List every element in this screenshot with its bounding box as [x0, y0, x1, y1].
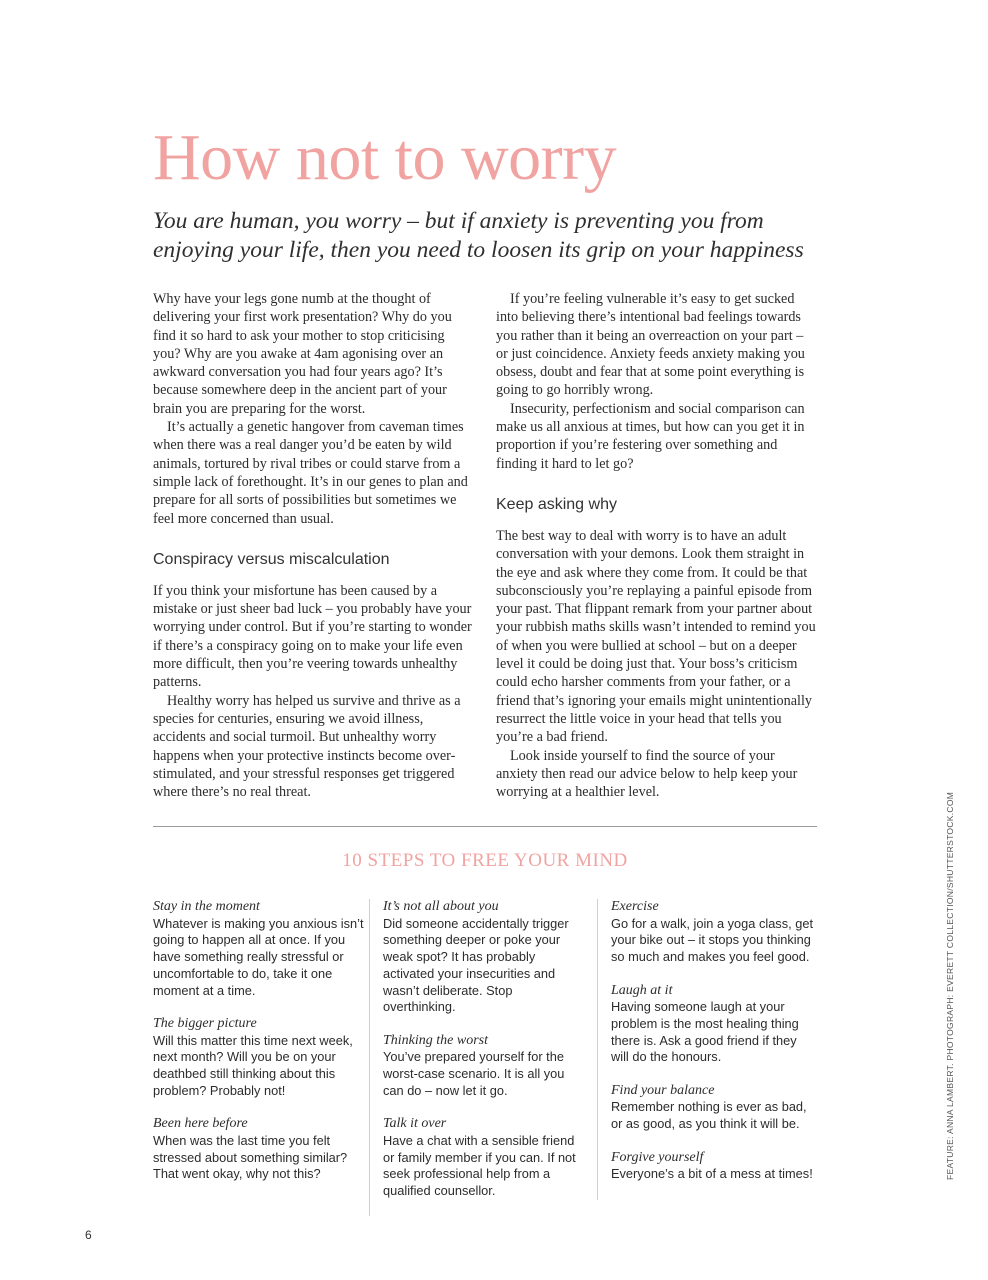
step-item [611, 1083, 816, 1133]
body-column-left [153, 290, 473, 801]
step-text: Did someone accidentally trigger something deeper or poke your weak spot? It has probably activated your insecurities and wasn’t deliberate. Stop overthinking. [383, 915, 569, 1015]
body-paragraph: Why have your legs gone numb at the thought of delivering your first work presentation? Why do you find it so hard to ask your mother to stop criticising you? Why are you awake at 4am agonising over an awkward conversation you had four years ago? It’s because somewhere deep in the ancient part of your brain you are preparing for the worst. [153, 291, 452, 417]
step-text: Remember nothing is ever as bad, or as good, as you think it will be. [611, 1099, 807, 1132]
step-item [383, 1033, 588, 1100]
body-paragraph: It’s actually a genetic hangover from caveman times when there was a real danger you’d be eaten by wild animals, tortured by rival tribes or could starve from a simple lack of forethought. It’s in our genes to plan and prepare for all sorts of possibilities but sometimes we feel more concerned than usual. [153, 419, 468, 527]
step-text: Everyone’s a bit of a mess at times! [611, 1166, 813, 1182]
body-paragraph: If you’re feeling vulnerable it’s easy to get sucked into believing there’s intentional bad feelings towards you rather than it being an overreaction on your part – or just coincidence. Anxiety feeds anxiety making you obsess, doubt and fear that at some point everything is going to go horribly wrong. [496, 291, 805, 399]
steps-column-2 [369, 899, 588, 1216]
step-text: Having someone laugh at your problem is the most healing thing there is. Ask a good friend if they will do the honours. [611, 999, 799, 1065]
step-text: Whatever is making you anxious isn’t going to happen all at once. If you have something really stressful or uncomfortable to do, take it one moment at a time. [153, 915, 364, 998]
steps-column-1 [153, 899, 365, 1200]
photo-credit: FEATURE: ANNA LAMBERT. PHOTOGRAPH: EVERETT COLLECTION/SHUTTERSTOCK.COM [945, 791, 955, 1180]
step-text: You’ve prepared yourself for the worst-case scenario. It is all you can do – now let it go. [383, 1049, 565, 1098]
step-text: Go for a walk, join a yoga class, get your bike out – it stops you thinking so much and makes you feel good. [611, 915, 814, 965]
steps-heading: 10 STEPS TO FREE YOUR MIND [342, 850, 628, 871]
section-heading: Conspiracy versus miscalculation [153, 550, 390, 568]
step-text: When was the last time you felt stressed about something similar? That went okay, why not this? [153, 1132, 348, 1182]
body-paragraph: Healthy worry has helped us survive and thrive as a species for centuries, ensuring we avoid illness, accidents and social turmoil. But unhealthy worry happens when your protective instincts become over-stimulated, and your stressful responses get triggered where there’s no real threat. [153, 692, 461, 801]
section-divider [153, 826, 817, 827]
steps-column-3 [597, 899, 816, 1200]
page-number: 6 [85, 1228, 92, 1242]
step-item [611, 899, 816, 966]
step-title: Laugh at it [611, 982, 673, 998]
step-title: Talk it over [383, 1116, 447, 1132]
step-item [153, 1116, 365, 1183]
step-title: It’s not all about you [383, 899, 499, 914]
step-title: The bigger picture [153, 1015, 257, 1031]
step-item [611, 983, 816, 1067]
step-title: Find your balance [611, 1082, 715, 1098]
step-item [383, 1116, 588, 1200]
step-title: Stay in the moment [153, 899, 260, 914]
body-paragraph: If you think your misfortune has been caused by a mistake or just sheer bad luck – you probably have your worrying under control. But if you’re starting to wonder if there’s a conspiracy going on to make your life even more difficult, then you’re veering towards unhealthy patterns. [153, 582, 472, 691]
step-item [153, 1016, 365, 1100]
article-title: How not to worry [153, 121, 617, 194]
body-column-right [496, 290, 816, 801]
body-paragraph: The best way to deal with worry is to have an adult conversation with your demons. Look them straight in the eye and ask where they come from. It could be that subconsciously you’re replaying a painful episode from your past. That flippant remark from your partner about your rubbish maths skills wasn’t intended to remind you of when you were bullied at school – but on a deeper level it could be doing just that. Your boss’s criticism could echo harsher comments from your father, or a friend that’s ignoring your emails might unintentionally resurrect the little voice in your head that tells you you’re a bad friend. [496, 527, 816, 746]
article-standfirst: You are human, you worry – but if anxiety is preventing you from enjoying your life, then you need to loosen its grip on your happiness [153, 208, 804, 263]
step-title: Been here before [153, 1116, 248, 1132]
body-paragraph: Insecurity, perfectionism and social comparison can make us all anxious at times, but how can you get it in proportion if you’re festering over something and finding it hard to let go? [496, 400, 805, 472]
section-heading: Keep asking why [496, 495, 617, 513]
step-text: Have a chat with a sensible friend or family member if you can. If not seek professional help from a qualified counsellor. [383, 1132, 576, 1198]
step-item [383, 899, 588, 1016]
step-item [153, 899, 365, 999]
body-paragraph: Look inside yourself to find the source of your anxiety then read our advice below to help keep your worrying at a healthier level. [496, 747, 798, 801]
step-title: Forgive yourself [611, 1149, 704, 1165]
step-title: Exercise [611, 899, 659, 914]
step-title: Thinking the worst [383, 1032, 489, 1048]
step-item [611, 1150, 816, 1183]
step-text: Will this matter this time next week, next month? Will you be on your deathbed still thinking about this problem? Probably not! [153, 1032, 353, 1098]
